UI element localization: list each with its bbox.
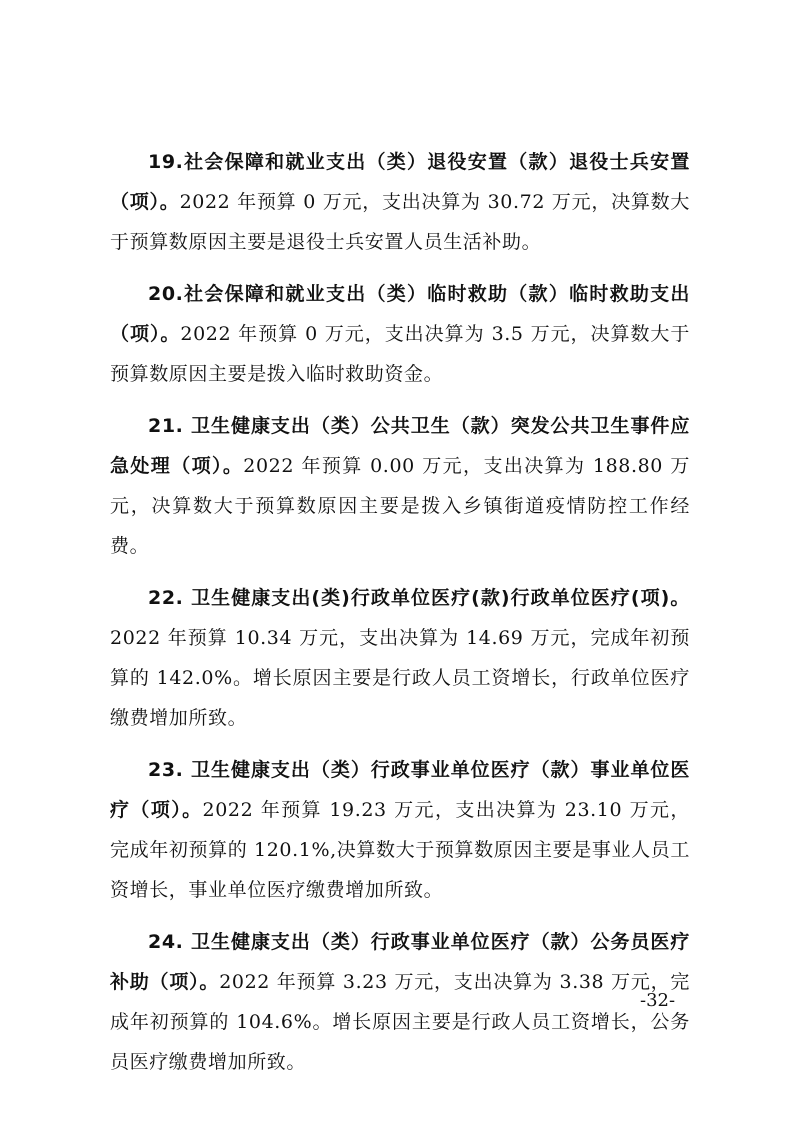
paragraph-heading: 20.社会保障和就业支出（类）临时救助（款）临时救助支出（项）。 [110, 283, 690, 345]
paragraph-heading: 22. 卫生健康支出(类)行政单位医疗(款)行政单位医疗(项)。 [148, 587, 690, 609]
paragraph-20 [110, 274, 690, 394]
paragraph-text: 2022 年预算 19.23 万元，支出决算为 23.10 万元，完成年初预算的 120.1%,决算数大于预算数原因主要是事业人员工资增长，事业单位医疗缴费增加所致。 [110, 799, 690, 901]
paragraph-text: 2022 年预算 0 万元，支出决算为 30.72 万元，决算数大于预算数原因主要是退役士兵安置人员生活补助。 [110, 191, 690, 253]
paragraph-text: 2022 年预算 0 万元，支出决算为 3.5 万元，决算数大于预算数原因主要是拨入临时救助资金。 [110, 323, 690, 385]
document-body [110, 142, 690, 1094]
paragraph-heading: 24. 卫生健康支出（类）行政事业单位医疗（款）公务员医疗补助（项）。 [110, 931, 690, 993]
page-number: -32- [640, 990, 676, 1011]
paragraph-text: 2022 年预算 0.00 万元，支出决算为 188.80 万元，决算数大于预算数原因主要是拨入乡镇街道疫情防控工作经费。 [110, 455, 690, 557]
paragraph-text: 2022 年预算 3.23 万元，支出决算为 3.38 万元，完成年初预算的 104.6%。增长原因主要是行政人员工资增长，公务员医疗缴费增加所致。 [110, 971, 690, 1073]
paragraph-21 [110, 406, 690, 566]
paragraph-heading: 19.社会保障和就业支出（类）退役安置（款）退役士兵安置（项）。 [110, 151, 690, 213]
paragraph-22 [110, 578, 690, 738]
paragraph-24 [110, 922, 690, 1082]
paragraph-text: 2022 年预算 10.34 万元，支出决算为 14.69 万元，完成年初预算的 142.0%。增长原因主要是行政人员工资增长，行政单位医疗缴费增加所致。 [110, 627, 690, 729]
paragraph-23 [110, 750, 690, 910]
paragraph-19 [110, 142, 690, 262]
paragraph-heading: 23. 卫生健康支出（类）行政事业单位医疗（款）事业单位医疗（项）。 [110, 759, 690, 821]
paragraph-heading: 21. 卫生健康支出（类）公共卫生（款）突发公共卫生事件应急处理（项）。 [110, 415, 690, 477]
